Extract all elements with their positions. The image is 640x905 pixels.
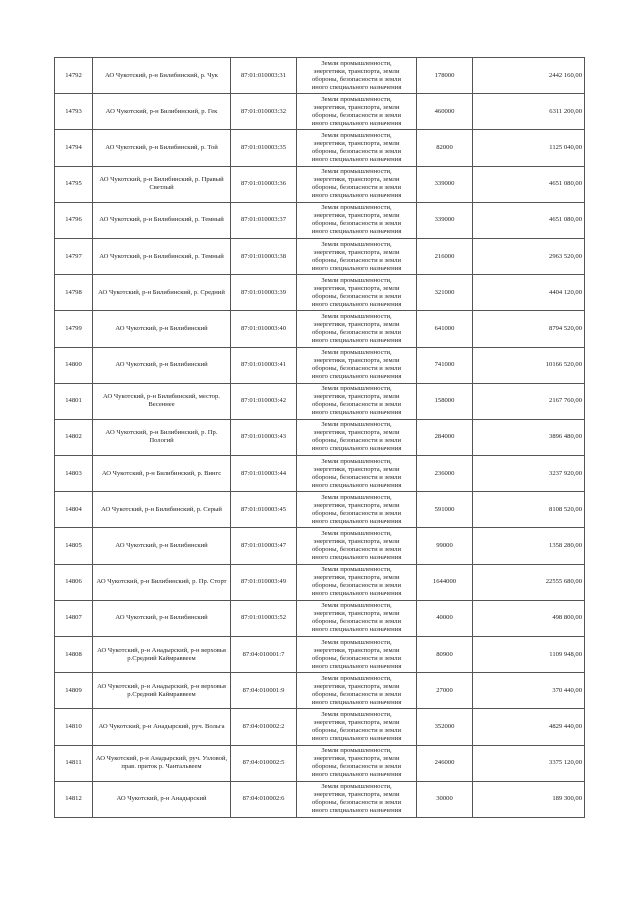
area-cell: 741000 [417, 347, 473, 383]
land-category-line: энергетики, транспорта, земли [313, 646, 400, 654]
row-number-cell: 14802 [55, 419, 93, 455]
area-cell: 27000 [417, 673, 473, 709]
land-category-line: иного специального назначения [311, 626, 402, 634]
cadastral-number-cell: 87:01:010003:37 [231, 202, 297, 238]
land-category-cell [297, 564, 417, 600]
land-category-line: Земли промышленности, [321, 131, 392, 139]
address-cell: АО Чукотский, р-н Билибинский [93, 347, 231, 383]
address-cell: АО Чукотский, р-н Билибинский, р. Пр. Сторт [93, 564, 231, 600]
cadastral-number-cell: 87:04:010001:9 [231, 673, 297, 709]
land-category-line: энергетики, транспорта, земли [313, 465, 400, 473]
address-cell: АО Чукотский, р-н Билибинский, р. Серый [93, 492, 231, 528]
address-cell: АО Чукотский, р-н Анадырский, р-н верховья р.Средний Каймраввеем [93, 673, 231, 709]
table-row [55, 130, 585, 166]
land-category-line: иного специального назначения [311, 771, 402, 779]
area-cell: 352000 [417, 709, 473, 745]
address-cell: АО Чукотский, р-н Билибинский, р. Чук [93, 58, 231, 94]
cadastral-number-cell: 87:04:010002:6 [231, 781, 297, 817]
table-row [55, 600, 585, 636]
cadastral-number-cell: 87:01:010003:47 [231, 528, 297, 564]
cadastral-value-cell: 4651 080,00 [473, 202, 585, 238]
land-category-line: Земли промышленности, [321, 710, 392, 718]
area-cell: 284000 [417, 419, 473, 455]
cadastral-number-cell: 87:01:010003:39 [231, 275, 297, 311]
land-category-line: Земли промышленности, [321, 276, 392, 284]
cadastral-number-cell: 87:04:010002:5 [231, 745, 297, 781]
address-cell: АО Чукотский, р-н Анадырский, руч. Вольга [93, 709, 231, 745]
land-category-line: обороны, безопасности и земли [312, 618, 401, 626]
cadastral-value-cell: 8108 520,00 [473, 492, 585, 528]
address-cell: АО Чукотский, р-н Билибинский, р. Правый Светлый [93, 166, 231, 202]
land-category-cell [297, 709, 417, 745]
land-category-line: Земли промышленности, [321, 421, 392, 429]
area-cell: 641000 [417, 311, 473, 347]
land-category-line: обороны, безопасности и земли [312, 473, 401, 481]
land-category-line: энергетики, транспорта, земли [313, 103, 400, 111]
row-number-cell: 14795 [55, 166, 93, 202]
land-category-line: Земли промышленности, [321, 312, 392, 320]
address-cell: АО Чукотский, р-н Билибинский, р. Темный [93, 202, 231, 238]
land-category-cell [297, 673, 417, 709]
land-category-line: Земли промышленности, [321, 457, 392, 465]
cadastral-value-cell: 2442 160,00 [473, 58, 585, 94]
land-category-line: обороны, безопасности и земли [312, 256, 401, 264]
land-category-line: Земли промышленности, [321, 747, 392, 755]
land-category-line: иного специального назначения [311, 119, 402, 127]
land-category-line: иного специального назначения [311, 554, 402, 562]
table-row [55, 419, 585, 455]
table-row [55, 58, 585, 94]
land-category-cell [297, 528, 417, 564]
table-row [55, 781, 585, 817]
address-cell: АО Чукотский, р-н Билибинский [93, 311, 231, 347]
cadastral-number-cell: 87:01:010003:45 [231, 492, 297, 528]
row-number-cell: 14799 [55, 311, 93, 347]
registry-body [55, 58, 585, 818]
cadastral-value-cell: 8794 520,00 [473, 311, 585, 347]
land-category-line: энергетики, транспорта, земли [313, 212, 400, 220]
area-cell: 216000 [417, 238, 473, 274]
land-category-line: энергетики, транспорта, земли [313, 67, 400, 75]
address-cell: АО Чукотский, р-н Билибинский, р. Вингс [93, 456, 231, 492]
row-number-cell: 14801 [55, 383, 93, 419]
address-cell: АО Чукотский, р-н Билибинский [93, 600, 231, 636]
land-category-line: энергетики, транспорта, земли [313, 357, 400, 365]
address-cell: АО Чукотский, р-н Билибинский, р. Средний [93, 275, 231, 311]
table-row [55, 745, 585, 781]
row-number-cell: 14812 [55, 781, 93, 817]
land-category-line: Земли промышленности, [321, 602, 392, 610]
area-cell: 40000 [417, 600, 473, 636]
address-cell: АО Чукотский, р-н Анадырский [93, 781, 231, 817]
land-category-cell [297, 311, 417, 347]
area-cell: 80900 [417, 637, 473, 673]
land-category-line: иного специального назначения [311, 445, 402, 453]
cadastral-number-cell: 87:01:010003:41 [231, 347, 297, 383]
table-row [55, 456, 585, 492]
land-category-line: иного специального назначения [311, 228, 402, 236]
land-category-line: Земли промышленности, [321, 349, 392, 357]
land-category-line: Земли промышленности, [321, 493, 392, 501]
cadastral-value-cell: 1125 040,00 [473, 130, 585, 166]
land-category-cell [297, 419, 417, 455]
cadastral-number-cell: 87:01:010003:42 [231, 383, 297, 419]
land-category-line: обороны, безопасности и земли [312, 111, 401, 119]
row-number-cell: 14808 [55, 637, 93, 673]
land-category-line: Земли промышленности, [321, 59, 392, 67]
land-category-cell [297, 383, 417, 419]
cadastral-number-cell: 87:04:010002:2 [231, 709, 297, 745]
row-number-cell: 14807 [55, 600, 93, 636]
address-cell: АО Чукотский, р-н Билибинский, местор. Весеннее [93, 383, 231, 419]
land-category-line: иного специального назначения [311, 590, 402, 598]
table-row [55, 94, 585, 130]
land-category-line: обороны, безопасности и земли [312, 328, 401, 336]
table-row [55, 528, 585, 564]
land-registry-table [54, 57, 585, 818]
area-cell: 339000 [417, 166, 473, 202]
land-category-line: Земли промышленности, [321, 638, 392, 646]
table-row [55, 564, 585, 600]
table-row [55, 492, 585, 528]
table-row [55, 202, 585, 238]
land-category-line: иного специального назначения [311, 481, 402, 489]
table-row [55, 166, 585, 202]
area-cell: 236000 [417, 456, 473, 492]
cadastral-value-cell: 2167 760,00 [473, 383, 585, 419]
land-category-cell [297, 166, 417, 202]
cadastral-value-cell: 370 440,00 [473, 673, 585, 709]
row-number-cell: 14796 [55, 202, 93, 238]
land-category-cell [297, 492, 417, 528]
address-cell: АО Чукотский, р-н Анадырский, руч. Узловой, прав. приток р. Чантальвеем [93, 745, 231, 781]
cadastral-value-cell: 3237 920,00 [473, 456, 585, 492]
area-cell: 339000 [417, 202, 473, 238]
cadastral-number-cell: 87:01:010003:43 [231, 419, 297, 455]
land-category-line: Земли промышленности, [321, 566, 392, 574]
row-number-cell: 14803 [55, 456, 93, 492]
land-category-line: иного специального назначения [311, 192, 402, 200]
table-row [55, 709, 585, 745]
land-category-line: энергетики, транспорта, земли [313, 284, 400, 292]
table-row [55, 311, 585, 347]
land-category-line: обороны, безопасности и земли [312, 220, 401, 228]
land-category-line: иного специального назначения [311, 698, 402, 706]
cadastral-value-cell: 10166 520,00 [473, 347, 585, 383]
row-number-cell: 14798 [55, 275, 93, 311]
land-category-cell [297, 94, 417, 130]
address-cell: АО Чукотский, р-н Билибинский, р. Той [93, 130, 231, 166]
cadastral-number-cell: 87:01:010003:31 [231, 58, 297, 94]
area-cell: 246000 [417, 745, 473, 781]
land-category-line: обороны, безопасности и земли [312, 437, 401, 445]
land-category-line: энергетики, транспорта, земли [313, 718, 400, 726]
row-number-cell: 14810 [55, 709, 93, 745]
cadastral-value-cell: 1109 948,00 [473, 637, 585, 673]
land-category-line: иного специального назначения [311, 409, 402, 417]
land-category-line: энергетики, транспорта, земли [313, 393, 400, 401]
land-category-line: иного специального назначения [311, 807, 402, 815]
land-category-line: энергетики, транспорта, земли [313, 791, 400, 799]
row-number-cell: 14811 [55, 745, 93, 781]
cadastral-value-cell: 1358 280,00 [473, 528, 585, 564]
row-number-cell: 14797 [55, 238, 93, 274]
address-cell: АО Чукотский, р-н Анадырский, р-н верховья р.Средний Каймраввеем [93, 637, 231, 673]
area-cell: 30000 [417, 781, 473, 817]
row-number-cell: 14806 [55, 564, 93, 600]
area-cell: 1644000 [417, 564, 473, 600]
land-category-line: энергетики, транспорта, земли [313, 755, 400, 763]
row-number-cell: 14794 [55, 130, 93, 166]
land-category-cell [297, 130, 417, 166]
row-number-cell: 14809 [55, 673, 93, 709]
land-category-line: Земли промышленности, [321, 783, 392, 791]
area-cell: 591000 [417, 492, 473, 528]
land-category-line: иного специального назначения [311, 373, 402, 381]
land-category-line: обороны, безопасности и земли [312, 546, 401, 554]
land-category-line: обороны, безопасности и земли [312, 184, 401, 192]
land-category-line: энергетики, транспорта, земли [313, 682, 400, 690]
table-row [55, 673, 585, 709]
cadastral-number-cell: 87:01:010003:44 [231, 456, 297, 492]
land-category-line: иного специального назначения [311, 264, 402, 272]
area-cell: 99000 [417, 528, 473, 564]
land-category-line: энергетики, транспорта, земли [313, 538, 400, 546]
cadastral-value-cell: 6311 200,00 [473, 94, 585, 130]
land-category-line: обороны, безопасности и земли [312, 654, 401, 662]
land-category-line: энергетики, транспорта, земли [313, 610, 400, 618]
land-category-line: обороны, безопасности и земли [312, 690, 401, 698]
cadastral-number-cell: 87:04:010001:7 [231, 637, 297, 673]
area-cell: 158000 [417, 383, 473, 419]
land-category-line: иного специального назначения [311, 734, 402, 742]
land-category-line: обороны, безопасности и земли [312, 147, 401, 155]
land-category-line: обороны, безопасности и земли [312, 365, 401, 373]
land-category-line: обороны, безопасности и земли [312, 75, 401, 83]
cadastral-value-cell: 3375 120,00 [473, 745, 585, 781]
land-category-line: Земли промышленности, [321, 674, 392, 682]
row-number-cell: 14800 [55, 347, 93, 383]
address-cell: АО Чукотский, р-н Билибинский, р. Пр. Пологий [93, 419, 231, 455]
row-number-cell: 14805 [55, 528, 93, 564]
land-category-line: Земли промышленности, [321, 240, 392, 248]
land-category-cell [297, 745, 417, 781]
cadastral-value-cell: 4404 120,00 [473, 275, 585, 311]
table-row [55, 347, 585, 383]
land-category-line: иного специального назначения [311, 300, 402, 308]
land-category-cell [297, 238, 417, 274]
area-cell: 460000 [417, 94, 473, 130]
land-category-line: Земли промышленности, [321, 385, 392, 393]
land-category-cell [297, 637, 417, 673]
land-category-line: энергетики, транспорта, земли [313, 574, 400, 582]
land-category-line: энергетики, транспорта, земли [313, 139, 400, 147]
land-category-line: иного специального назначения [311, 517, 402, 525]
cadastral-value-cell: 4829 440,00 [473, 709, 585, 745]
row-number-cell: 14793 [55, 94, 93, 130]
land-category-line: иного специального назначения [311, 662, 402, 670]
land-category-line: Земли промышленности, [321, 530, 392, 538]
land-category-line: иного специального назначения [311, 155, 402, 163]
cadastral-value-cell: 189 300,00 [473, 781, 585, 817]
land-category-line: энергетики, транспорта, земли [313, 320, 400, 328]
table-row [55, 383, 585, 419]
land-category-line: Земли промышленности, [321, 204, 392, 212]
land-category-cell [297, 347, 417, 383]
land-category-line: обороны, безопасности и земли [312, 509, 401, 517]
cadastral-number-cell: 87:01:010003:35 [231, 130, 297, 166]
land-category-line: обороны, безопасности и земли [312, 582, 401, 590]
cadastral-value-cell: 3896 480,00 [473, 419, 585, 455]
cadastral-number-cell: 87:01:010003:38 [231, 238, 297, 274]
land-category-line: обороны, безопасности и земли [312, 292, 401, 300]
cadastral-value-cell: 498 800,00 [473, 600, 585, 636]
cadastral-number-cell: 87:01:010003:36 [231, 166, 297, 202]
land-category-line: Земли промышленности, [321, 95, 392, 103]
land-category-cell [297, 600, 417, 636]
land-category-line: иного специального назначения [311, 336, 402, 344]
land-category-cell [297, 456, 417, 492]
cadastral-number-cell: 87:01:010003:52 [231, 600, 297, 636]
area-cell: 178000 [417, 58, 473, 94]
address-cell: АО Чукотский, р-н Билибинский [93, 528, 231, 564]
cadastral-number-cell: 87:01:010003:32 [231, 94, 297, 130]
land-category-line: обороны, безопасности и земли [312, 726, 401, 734]
area-cell: 321000 [417, 275, 473, 311]
land-category-line: Земли промышленности, [321, 168, 392, 176]
land-category-cell [297, 781, 417, 817]
land-category-line: энергетики, транспорта, земли [313, 501, 400, 509]
land-category-line: обороны, безопасности и земли [312, 401, 401, 409]
row-number-cell: 14792 [55, 58, 93, 94]
address-cell: АО Чукотский, р-н Билибинский, р. Темный [93, 238, 231, 274]
cadastral-number-cell: 87:01:010003:49 [231, 564, 297, 600]
land-category-line: энергетики, транспорта, земли [313, 176, 400, 184]
land-category-line: энергетики, транспорта, земли [313, 429, 400, 437]
cadastral-value-cell: 2963 520,00 [473, 238, 585, 274]
land-category-line: обороны, безопасности и земли [312, 799, 401, 807]
table-row [55, 637, 585, 673]
land-category-line: энергетики, транспорта, земли [313, 248, 400, 256]
table-row [55, 275, 585, 311]
land-category-line: обороны, безопасности и земли [312, 763, 401, 771]
land-category-cell [297, 275, 417, 311]
address-cell: АО Чукотский, р-н Билибинский, р. Гек [93, 94, 231, 130]
table-row [55, 238, 585, 274]
cadastral-value-cell: 4651 080,00 [473, 166, 585, 202]
land-category-cell [297, 58, 417, 94]
cadastral-value-cell: 22555 680,00 [473, 564, 585, 600]
land-category-line: иного специального назначения [311, 83, 402, 91]
row-number-cell: 14804 [55, 492, 93, 528]
cadastral-number-cell: 87:01:010003:40 [231, 311, 297, 347]
land-category-cell [297, 202, 417, 238]
area-cell: 82000 [417, 130, 473, 166]
